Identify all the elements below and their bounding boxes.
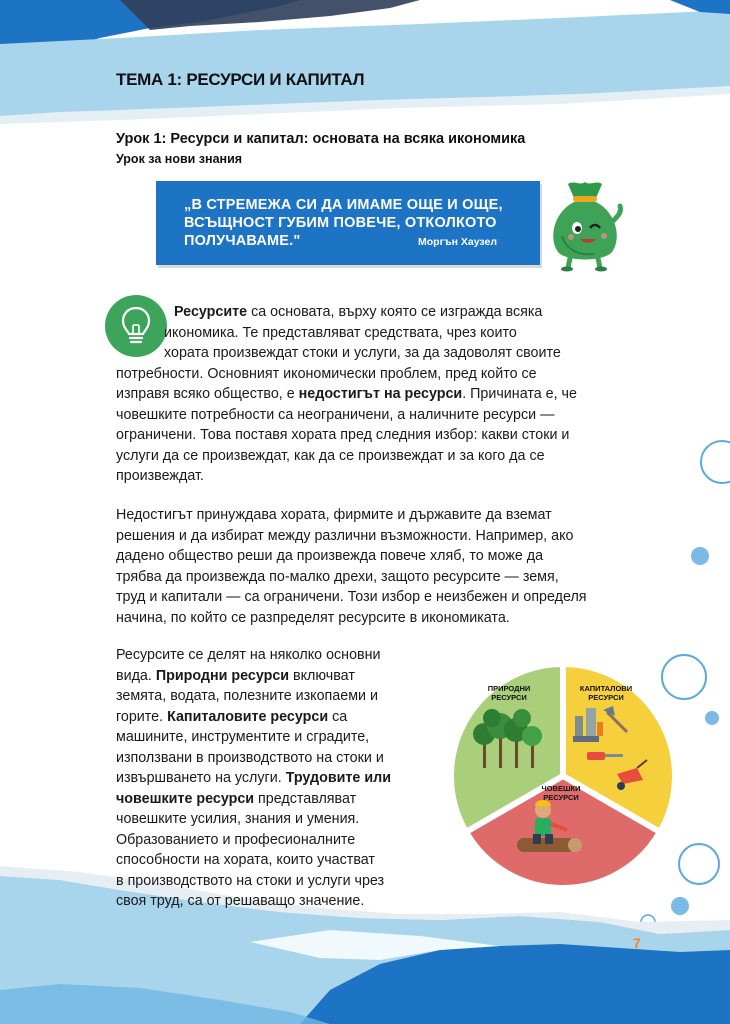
quote-author: Моргън Хаузел xyxy=(418,236,497,248)
text-line: човешките усилия, знания и умения. xyxy=(116,811,360,827)
label-line: ПРИРОДНИ xyxy=(487,684,531,693)
capital-label xyxy=(575,684,637,702)
term-resources: Ресурсите xyxy=(174,304,248,320)
term-human: човешките ресурси xyxy=(116,790,255,807)
lesson-title: Урок 1: Ресурси и капитал: основата на всяка икономика xyxy=(116,131,526,147)
text-fragment: изправя всяко общество, е xyxy=(116,386,299,402)
text-line: машините, инструментите и сградите, xyxy=(116,729,370,745)
text-line: ограничени. Това поставя хората пред следния избор: какви стоки и xyxy=(116,427,570,443)
text-line: Недостигът принуждава хората, фирмите и държавите да вземат xyxy=(116,507,552,523)
text-line xyxy=(116,384,656,405)
text-line: човешките потребности са неограничени, а наличните ресурси — xyxy=(116,406,555,423)
page-number: 7 xyxy=(633,935,641,951)
paragraph-resource-types xyxy=(116,645,446,912)
resources-diagram xyxy=(447,660,679,892)
text-fragment: . Причината е, че xyxy=(462,386,577,402)
term-labor: Трудовите или xyxy=(285,770,391,786)
label-line: РЕСУРСИ xyxy=(491,693,527,702)
text-line: труд и капитали — са ограничени. Този избор е неизбежен и определя xyxy=(116,589,587,605)
text-line: начина, по който се разпределят ресурсите в икономиката. xyxy=(116,609,510,626)
human-label xyxy=(529,784,593,802)
text-line xyxy=(116,666,446,687)
text-line xyxy=(116,789,446,810)
top-dark-strip xyxy=(120,0,420,30)
money-bag-mascot-icon xyxy=(540,176,630,272)
text-line: Ресурсите се делят на няколко основни xyxy=(116,647,381,663)
text-line: своя труд, са от решаващо значение. xyxy=(116,893,365,909)
text-line: икономика. Те представляват средствата, чрез които xyxy=(164,324,517,341)
topic-title: ТЕМА 1: РЕСУРСИ И КАПИТАЛ xyxy=(116,70,365,89)
text-line: земята, водата, полезните изкопаеми и xyxy=(116,688,378,704)
text-line: решения и да избират между различни възможности. Например, ако xyxy=(116,527,574,544)
text-fragment: включват xyxy=(289,667,355,684)
quote-line-1: „В СТРЕМЕЖА СИ ДА ИМАМЕ ОЩЕ И ОЩЕ, xyxy=(184,197,503,213)
quote-line-2: ВСЪЩНОСТ ГУБИМ ПОВЕЧЕ, ОТКОЛКОТО xyxy=(184,215,497,231)
text-line: използвани в производството на стоки и xyxy=(116,749,384,766)
text-fragment: вида. xyxy=(116,667,156,684)
quote-box xyxy=(156,181,540,265)
text-line: трябва да произвежда по-малко дрехи, защото ресурсите — земя, xyxy=(116,568,559,585)
text-fragment: са xyxy=(328,708,348,725)
label-line: ЧОВЕШКИ xyxy=(541,784,581,793)
lesson-subtitle: Урок за нови знания xyxy=(116,152,243,166)
text-line: услуги да се произвеждат, как да се произвеждат и за кого да се xyxy=(116,447,545,464)
text-fragment: горите. xyxy=(116,708,168,725)
text-line: способности на хората, които участват xyxy=(116,852,375,868)
text-line xyxy=(116,302,656,323)
text-line xyxy=(116,768,446,789)
text-fragment: са основата, върху която се изгражда всяка xyxy=(247,304,543,320)
text-line: произвеждат. xyxy=(116,468,204,484)
label-line: РЕСУРСИ xyxy=(543,793,579,802)
term-capital: Капиталовите ресурси xyxy=(167,708,329,725)
label-line: РЕСУРСИ xyxy=(588,693,624,702)
natural-label xyxy=(483,684,535,702)
text-fragment: извършването на услуги. xyxy=(116,770,286,786)
text-line: в производството на стоки и услуги чрез xyxy=(116,872,385,889)
label-line: КАПИТАЛОВИ xyxy=(579,684,633,693)
text-fragment: представляват xyxy=(254,790,357,807)
text-line: дадено общество реши да произвежда повече хляб, то може да xyxy=(116,548,544,564)
term-scarcity: недостигът на ресурси xyxy=(298,386,463,402)
text-line: хората произвеждат стоки и услуги, за да задоволят своите xyxy=(164,345,561,361)
paragraph-scarcity-choice xyxy=(116,505,656,628)
quote-line-3: ПОЛУЧАВАМЕ." xyxy=(184,233,301,249)
term-natural: Природни ресурси xyxy=(155,667,290,684)
paragraph-resources-intro xyxy=(116,302,656,487)
text-line: Образованието и професионалните xyxy=(116,831,356,848)
text-line: потребности. Основният икономически проблем, пред който се xyxy=(116,365,537,382)
text-line xyxy=(116,707,446,728)
